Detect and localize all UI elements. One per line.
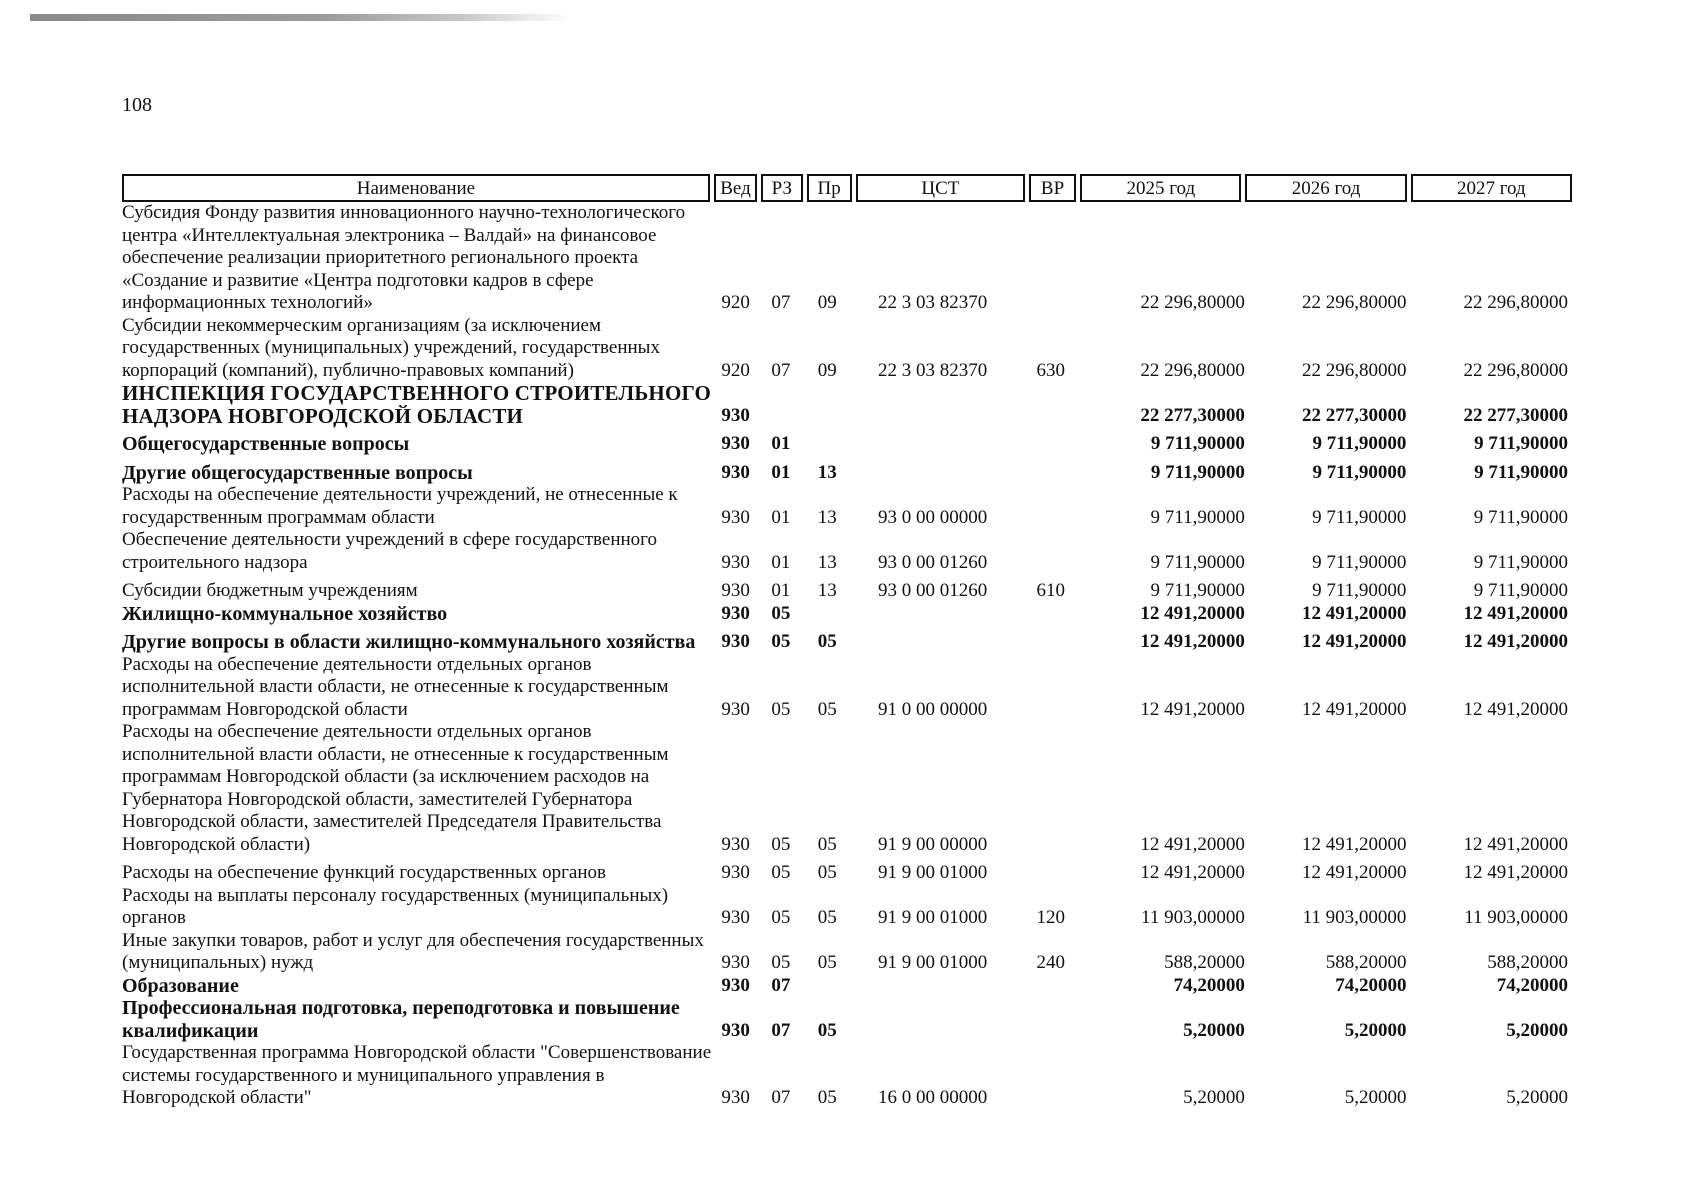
- row-value-2026: 74,20000: [1335, 974, 1407, 996]
- row-value-2026: 12 491,20000: [1301, 862, 1407, 883]
- row-pr: 05: [817, 698, 837, 720]
- row-value-2027: 12 491,20000: [1463, 602, 1569, 624]
- row-value-2027: 74,20000: [1496, 974, 1569, 996]
- row-pr: 05: [817, 1019, 837, 1041]
- row-value-2025: 74,20000: [1173, 974, 1245, 996]
- row-ved: 930: [721, 580, 750, 601]
- row-ved: 930: [721, 433, 750, 454]
- row-pr: 09: [817, 359, 837, 381]
- header-pr: Пр: [807, 174, 852, 202]
- table-row: [122, 462, 1572, 485]
- row-value-2027: 12 491,20000: [1463, 698, 1569, 720]
- row-name: Общегосударственные вопросы: [122, 433, 410, 455]
- budget-table: [122, 174, 1572, 1110]
- row-value-2026: 12 491,20000: [1301, 833, 1407, 855]
- row-value-2027: 5,20000: [1506, 1087, 1569, 1108]
- row-cst: 93 0 00 01260: [877, 580, 988, 601]
- row-ved: 930: [721, 862, 750, 883]
- row-value-2027: 9 711,90000: [1473, 580, 1569, 601]
- row-vr: 630: [1036, 359, 1066, 381]
- row-ved: 930: [721, 404, 750, 426]
- row-value-2025: 12 491,20000: [1140, 631, 1245, 652]
- row-name: Расходы на обеспечение деятельности учреждений, не отнесенные к государственным программам области: [122, 484, 678, 528]
- row-value-2026: 9 711,90000: [1312, 506, 1407, 528]
- table-row: [122, 631, 1572, 654]
- row-pr: 05: [817, 862, 837, 883]
- row-value-2025: 5,20000: [1183, 1087, 1245, 1108]
- row-value-2025: 12 491,20000: [1140, 602, 1245, 624]
- row-value-2026: 588,20000: [1325, 952, 1407, 973]
- header-2025: 2025 год: [1080, 174, 1241, 202]
- page-number: 108: [122, 94, 152, 116]
- row-name: Другие общегосударственные вопросы: [122, 461, 473, 484]
- row-rz: 05: [771, 952, 791, 973]
- row-ved: 930: [721, 631, 750, 652]
- row-value-2025: 12 491,20000: [1140, 698, 1245, 720]
- table-row: [122, 862, 1572, 885]
- row-rz: 07: [771, 359, 791, 381]
- row-name: Обеспечение деятельности учреждений в сфере государственного строительного надзора: [122, 529, 657, 573]
- row-value-2025: 9 711,90000: [1150, 433, 1245, 454]
- row-value-2027: 12 491,20000: [1463, 631, 1569, 652]
- row-value-2026: 11 903,00000: [1302, 907, 1407, 928]
- row-value-2025: 11 903,00000: [1141, 907, 1245, 928]
- row-cst: 93 0 00 01260: [877, 551, 988, 573]
- row-value-2027: 9 711,90000: [1474, 433, 1569, 454]
- row-name: Иные закупки товаров, работ и услуг для обеспечения государственных (муниципальных) нужд: [122, 929, 704, 973]
- row-value-2026: 9 711,90000: [1312, 433, 1407, 454]
- header-2026: 2026 год: [1245, 174, 1406, 202]
- row-name: Государственная программа Новгородской области "Совершенствование системы государственного и муниципального управления в Новгородской области": [122, 1042, 712, 1108]
- table-row: [122, 529, 1572, 574]
- row-pr: 13: [817, 506, 837, 528]
- row-value-2025: 9 711,90000: [1150, 580, 1245, 601]
- table-row: [122, 382, 1572, 427]
- row-cst: 91 9 00 01000: [877, 952, 988, 973]
- table-row: [122, 1042, 1572, 1110]
- row-cst: 22 3 03 82370: [877, 292, 988, 313]
- row-vr: 610: [1036, 580, 1066, 601]
- row-name: Субсидии бюджетным учреждениям: [122, 580, 418, 601]
- header-name: Наименование: [122, 174, 710, 202]
- row-cst: 22 3 03 82370: [877, 359, 988, 381]
- row-rz: 05: [771, 907, 791, 928]
- row-rz: 05: [771, 833, 791, 855]
- row-rz: 07: [771, 1087, 791, 1108]
- row-cst: 91 9 00 01000: [877, 907, 988, 928]
- table-row: [122, 603, 1572, 626]
- row-vr: 240: [1036, 952, 1066, 973]
- row-value-2027: 588,20000: [1487, 952, 1569, 973]
- table-row: [122, 885, 1572, 930]
- table-row: [122, 202, 1572, 315]
- row-rz: 01: [771, 506, 791, 528]
- row-value-2025: 9 711,90000: [1150, 506, 1245, 528]
- table-body: [122, 202, 1572, 1110]
- row-value-2026: 22 296,80000: [1301, 292, 1407, 313]
- row-rz: 05: [771, 862, 791, 883]
- row-name: ИНСПЕКЦИЯ ГОСУДАРСТВЕННОГО СТРОИТЕЛЬНОГО НАДЗОРА НОВГОРОДСКОЙ ОБЛАСТИ: [122, 381, 712, 428]
- row-rz: 01: [771, 580, 791, 601]
- row-value-2027: 22 296,80000: [1463, 292, 1569, 313]
- row-name: Образование: [122, 974, 239, 997]
- row-value-2025: 9 711,90000: [1150, 461, 1245, 483]
- row-value-2026: 12 491,20000: [1301, 602, 1407, 624]
- row-value-2027: 22 296,80000: [1463, 359, 1569, 381]
- table-header: [122, 174, 1572, 202]
- row-pr: 05: [817, 833, 837, 855]
- row-value-2027: 12 491,20000: [1463, 862, 1569, 883]
- row-value-2027: 9 711,90000: [1473, 506, 1569, 528]
- row-ved: 930: [721, 551, 750, 573]
- row-ved: 930: [721, 833, 750, 855]
- row-value-2026: 5,20000: [1344, 1087, 1407, 1108]
- row-value-2025: 588,20000: [1164, 952, 1245, 973]
- row-pr: 13: [817, 580, 837, 601]
- table-row: [122, 484, 1572, 529]
- row-name: Субсидия Фонду развития инновационного научно-технологического центра «Интеллектуальная электроника – Валдай» на финансовое обеспечение реализации приоритетного регионального проекта «Создание и развитие «Центра подготовки кадров в сфере информационных технологий»: [122, 202, 686, 313]
- row-name: Жилищно-коммунальное хозяйство: [122, 602, 448, 625]
- row-pr: 09: [817, 292, 837, 313]
- row-value-2025: 5,20000: [1183, 1019, 1245, 1041]
- table-row: [122, 997, 1572, 1042]
- row-value-2027: 11 903,00000: [1464, 907, 1569, 928]
- header-vr: ВР: [1029, 174, 1076, 202]
- table-row: [122, 580, 1572, 603]
- row-name: Другие вопросы в области жилищно-коммунального хозяйства: [122, 631, 696, 653]
- row-pr: 13: [817, 461, 837, 483]
- row-pr: 05: [817, 631, 837, 652]
- row-cst: 91 9 00 01000: [877, 862, 988, 883]
- row-value-2025: 12 491,20000: [1140, 862, 1245, 883]
- row-value-2026: 9 711,90000: [1312, 551, 1407, 573]
- row-ved: 930: [721, 602, 750, 624]
- row-ved: 920: [721, 359, 750, 381]
- row-value-2026: 22 296,80000: [1301, 359, 1407, 381]
- row-value-2025: 9 711,90000: [1150, 551, 1245, 573]
- row-rz: 05: [771, 631, 791, 652]
- row-name: Субсидии некоммерческим организациям (за исключением государственных (муниципальных) учреждений, государственных корпораций (компаний), публично-правовых компаний): [122, 314, 660, 381]
- row-cst: 91 9 00 00000: [877, 833, 988, 855]
- row-value-2027: 22 277,30000: [1463, 404, 1569, 426]
- row-ved: 930: [721, 461, 750, 483]
- row-value-2026: 5,20000: [1344, 1019, 1407, 1041]
- row-value-2025: 12 491,20000: [1140, 833, 1245, 855]
- table-row: [122, 975, 1572, 998]
- row-name: Расходы на обеспечение деятельности отдельных органов исполнительной власти области, не отнесенные к государственным программам Новгородской области (за исключением расходов на Губернатора Новгородской области, заместителей Губернатора Новгородской области, заместителей Председателя Правительства Новгородской области): [122, 721, 669, 855]
- row-rz: 07: [771, 1019, 791, 1041]
- row-rz: 07: [771, 292, 791, 313]
- row-ved: 930: [721, 698, 750, 720]
- row-value-2026: 9 711,90000: [1312, 461, 1407, 483]
- row-value-2027: 9 711,90000: [1474, 461, 1569, 483]
- row-value-2026: 12 491,20000: [1301, 631, 1407, 652]
- row-pr: 13: [817, 551, 837, 573]
- header-ved: Вед: [714, 174, 757, 202]
- row-value-2025: 22 296,80000: [1140, 292, 1245, 313]
- header-cst: ЦСТ: [856, 174, 1025, 202]
- row-pr: 05: [817, 1087, 837, 1108]
- row-ved: 930: [721, 506, 750, 528]
- table-row: [122, 930, 1572, 975]
- row-rz: 01: [771, 433, 791, 454]
- row-rz: 05: [771, 698, 791, 720]
- row-rz: 01: [771, 551, 791, 573]
- row-ved: 930: [721, 1019, 750, 1041]
- scan-edge-artifact: [30, 14, 570, 21]
- row-value-2025: 22 296,80000: [1140, 359, 1245, 381]
- row-ved: 930: [721, 974, 750, 996]
- row-rz: 07: [771, 974, 791, 996]
- row-ved: 930: [721, 1087, 750, 1108]
- row-ved: 920: [721, 292, 750, 313]
- row-value-2026: 22 277,30000: [1301, 404, 1407, 426]
- row-pr: 05: [817, 952, 837, 973]
- row-rz: 05: [771, 602, 791, 624]
- row-ved: 930: [721, 907, 750, 928]
- table-row: [122, 721, 1572, 856]
- row-value-2027: 12 491,20000: [1463, 833, 1569, 855]
- header-2027: 2027 год: [1411, 174, 1572, 202]
- row-cst: 93 0 00 00000: [877, 506, 988, 528]
- row-cst: 91 0 00 00000: [877, 698, 988, 720]
- row-value-2025: 22 277,30000: [1140, 404, 1245, 426]
- row-vr: 120: [1036, 907, 1066, 928]
- row-cst: 16 0 00 00000: [877, 1087, 988, 1108]
- table-row: [122, 433, 1572, 456]
- row-name: Расходы на обеспечение функций государственных органов: [122, 862, 606, 883]
- row-value-2027: 9 711,90000: [1473, 551, 1569, 573]
- row-name: Расходы на обеспечение деятельности отдельных органов исполнительной власти области, не отнесенные к государственным программам Новгородской области: [122, 653, 669, 720]
- table-row: [122, 654, 1572, 722]
- row-name: Расходы на выплаты персоналу государственных (муниципальных) органов: [122, 884, 669, 928]
- row-pr: 05: [817, 907, 837, 928]
- row-value-2026: 9 711,90000: [1312, 580, 1407, 601]
- row-ved: 930: [721, 952, 750, 973]
- header-rz: РЗ: [761, 174, 802, 202]
- row-name: Профессиональная подготовка, переподготовка и повышение квалификации: [122, 997, 680, 1042]
- row-rz: 01: [771, 461, 791, 483]
- row-value-2027: 5,20000: [1506, 1019, 1569, 1041]
- row-value-2026: 12 491,20000: [1301, 698, 1407, 720]
- table-row: [122, 315, 1572, 383]
